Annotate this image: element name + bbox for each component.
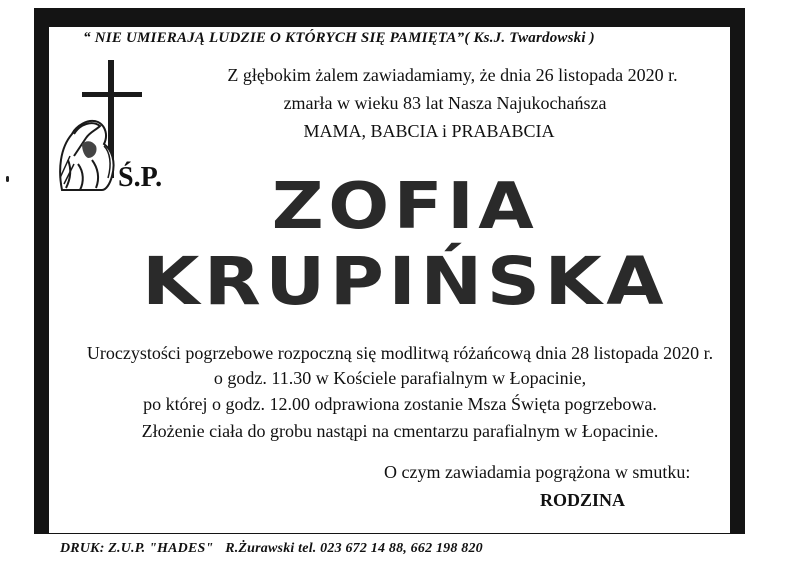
prefix-label: Ś.P. (118, 162, 163, 193)
announcement-line-3: MAMA, BABCIA i PRABABCIA (303, 121, 555, 141)
motto-quote: “ NIE UMIERAJĄ LUDZIE O KTÓRYCH SIĘ PAMIĘTA”( Ks.J. Twardowski ) (83, 30, 595, 46)
deceased-last-name: KRUPIŃSKA (142, 243, 668, 320)
closing-statement: O czym zawiadamia pogrążona w smutku: (384, 462, 691, 482)
announcement-line-2: zmarła w wieku 83 lat Nasza Najukochańsza (283, 93, 607, 113)
printer-name: DRUK: Z.U.P. "HADES" (60, 541, 214, 556)
announcement-line-1: Z głębokim żalem zawiadamiamy, że dnia 26 listopada 2020 r. (227, 65, 678, 85)
ceremony-line-2: o godz. 11.30 w Kościele parafialnym w Łopacinie, (213, 368, 587, 388)
ceremony-line-1: Uroczystości pogrzebowe rozpoczną się modlitwą różańcową dnia 28 listopada 2020 r. (86, 343, 714, 363)
scan-mark (6, 176, 9, 182)
deceased-first-name: ZOFIA (271, 170, 539, 244)
family-signature: RODZINA (540, 490, 626, 510)
printer-footer (60, 541, 491, 557)
ceremony-line-3: po której o godz. 12.00 odprawiona zostanie Msza Święta pogrzebowa. (143, 394, 657, 414)
printer-contact: R.Żurawski tel. 023 672 14 88, 662 198 820 (225, 541, 483, 556)
ceremony-line-4: Złożenie ciała do grobu nastąpi na cmentarzu parafialnym w Łopacinie. (141, 421, 659, 441)
